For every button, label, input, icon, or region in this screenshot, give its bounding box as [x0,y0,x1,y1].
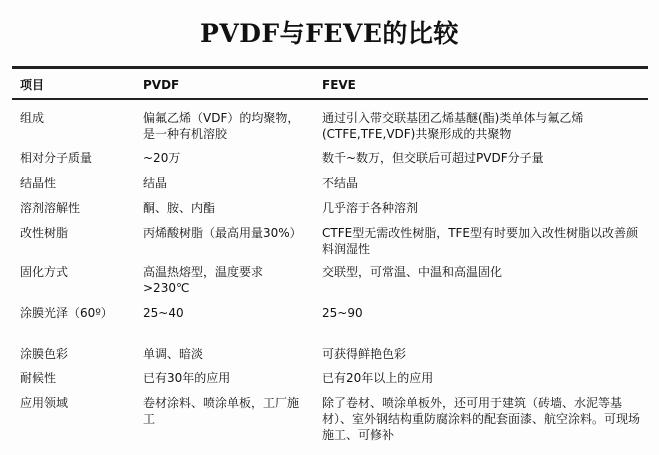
row-label: 溶剂溶解性 [20,201,81,215]
feve-cell: 几乎溶于各种溶剂 [322,201,419,215]
feve-cell: 25~90 [322,306,363,320]
row-label: 应用领域 [20,396,69,410]
pvdf-cell: 偏氟乙烯（VDF）的均聚物，是一种有机溶胶 [143,111,300,141]
feve-cell: 可获得鲜艳色彩 [322,347,407,361]
header-pvdf: PVDF [143,78,180,92]
row-label: 涂膜光泽（60º） [20,306,113,320]
row-label: 涂膜色彩 [20,347,69,361]
feve-cell: 通过引入带交联基团乙烯基醚(酯)类单体与氟乙烯(CTFE,TFE,VDF)共聚形成的共聚物 [322,111,584,141]
pvdf-cell: ~20万 [143,151,181,165]
feve-cell: 数千~数万，但交联后可超过PVDF分子量 [322,151,544,165]
row-label: 耐候性 [20,371,57,385]
row-label: 改性树脂 [20,226,69,240]
pvdf-cell: 结晶 [143,176,168,190]
feve-cell: 除了卷材、喷涂单板外，还可用于建筑（砖墙、水泥等基材）、室外钢结构重防腐涂料的配套面漆、航空涂料。可现场施工、可修补 [322,396,641,442]
pvdf-cell: 高温热熔型，温度要求>230℃ [143,265,264,295]
row-label: 相对分子质量 [20,151,93,165]
feve-cell: CTFE型无需改性树脂，TFE型有时要加入改性树脂以改善颜料润湿性 [322,226,639,256]
header-feve: FEVE [322,78,356,92]
pvdf-cell: 已有30年的应用 [143,371,231,385]
table-top-rule [12,66,648,69]
feve-cell: 不结晶 [322,176,359,190]
row-label: 固化方式 [20,265,69,279]
pvdf-cell: 单调、暗淡 [143,347,204,361]
pvdf-cell: 酮、胺、内酯 [143,201,216,215]
row-label: 组成 [20,111,45,125]
feve-cell: 交联型，可常温、中温和高温固化 [322,265,503,279]
pvdf-cell: 卷材涂料、喷涂单板，工厂施工 [143,396,300,426]
feve-cell: 已有20年以上的应用 [322,371,434,385]
table-header-rule [12,98,648,100]
pvdf-cell: 丙烯酸树脂（最高用量30%） [143,226,302,240]
page-title: PVDF与FEVE的比较 [200,19,459,48]
row-label: 结晶性 [20,176,57,190]
header-item: 项目 [20,78,45,92]
pvdf-cell: 25~40 [143,306,184,320]
